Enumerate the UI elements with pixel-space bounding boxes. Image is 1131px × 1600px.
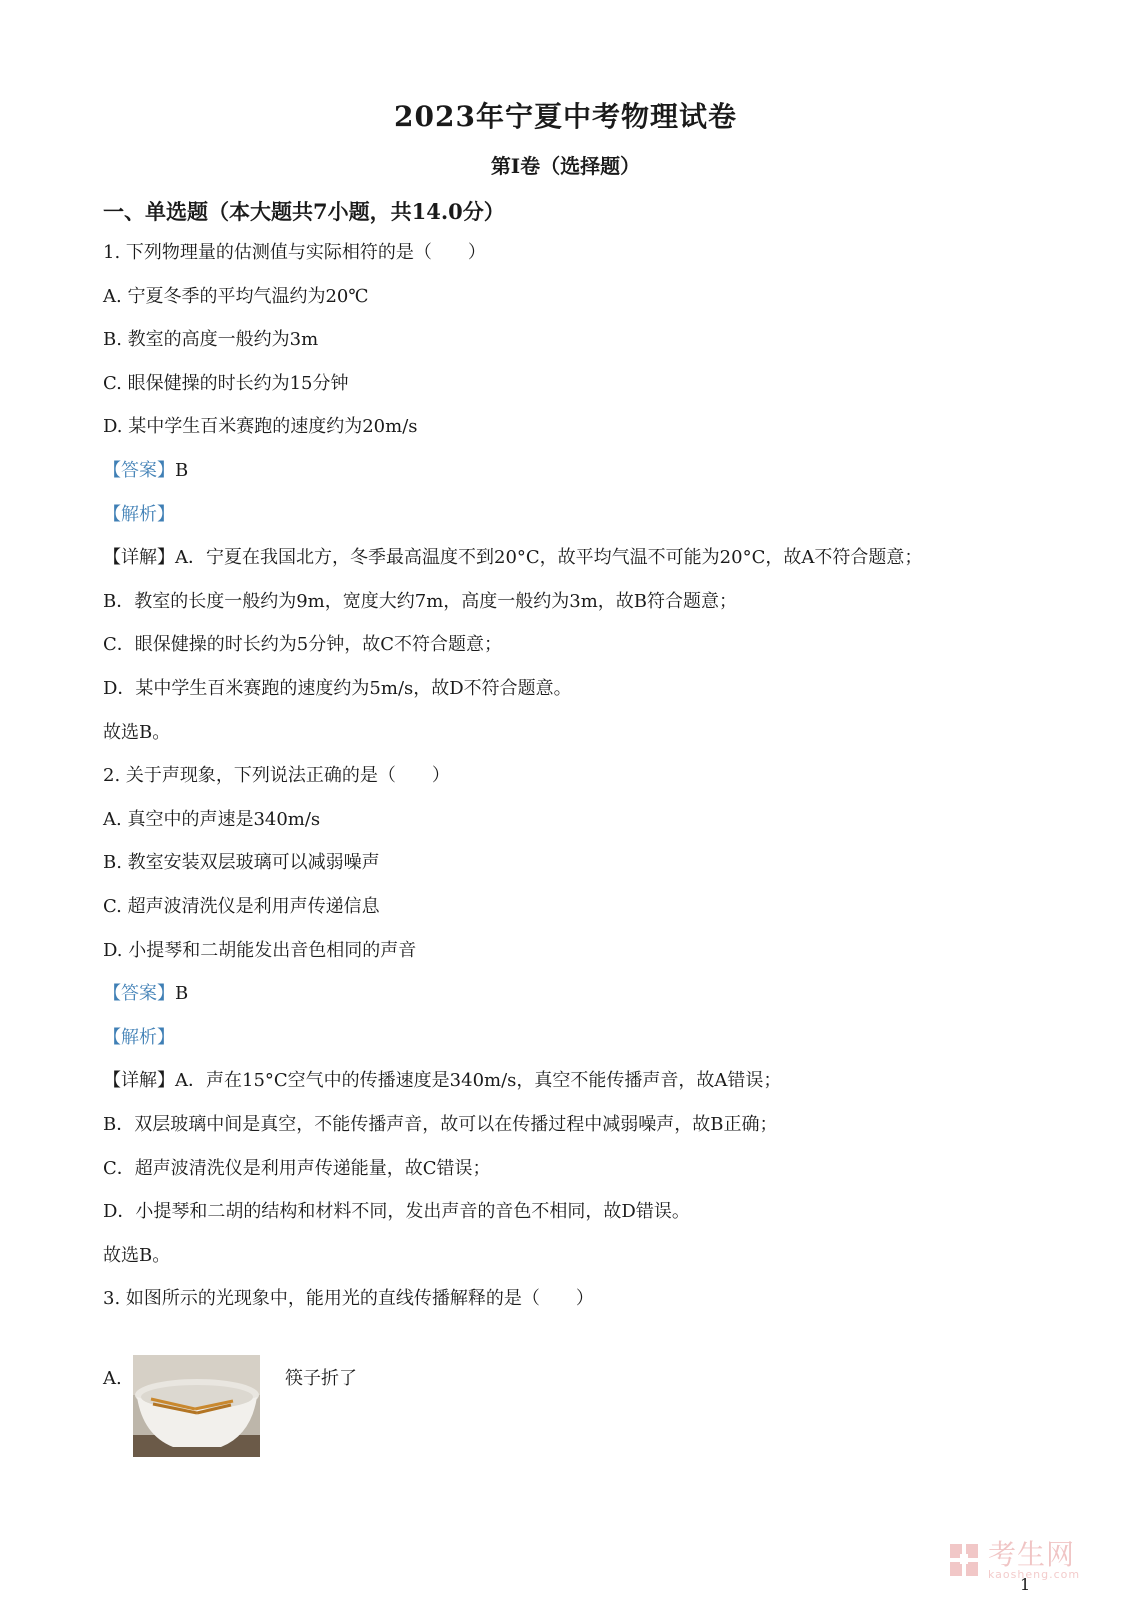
question-2-option-b: B. 教室安装双层玻璃可以减弱噪声 [103, 852, 380, 873]
answer-value: B [175, 983, 189, 1004]
analysis-label: 【解析】 [103, 1027, 175, 1048]
page-subtitle: 第I卷（选择题） [490, 154, 641, 178]
question-2-detail-d: D．小提琴和二胡的结构和材料不同，发出声音的音色不相同，故D错误。 [103, 1201, 690, 1222]
question-2-option-d: D. 小提琴和二胡能发出音色相同的声音 [103, 940, 417, 961]
answer-label: 【答案】 [103, 983, 175, 1004]
question-1-detail-a: 【详解】A．宁夏在我国北方，冬季最高温度不到20°C，故平均气温不可能为20°C，故A不符合题意； [103, 547, 923, 568]
question-2-conclusion: 故选B。 [103, 1245, 171, 1266]
question-2-detail-a: 【详解】A．声在15°C空气中的传播速度是340m/s，真空不能传播声音，故A错误； [103, 1070, 782, 1091]
question-1-option-c: C. 眼保健操的时长约为15分钟 [103, 373, 349, 394]
question-1-option-d: D. 某中学生百米赛跑的速度约为20m/s [103, 416, 418, 437]
answer-label: 【答案】 [103, 460, 175, 481]
logo-text: 考生网 [988, 1537, 1076, 1571]
question-2-answer [103, 981, 188, 1007]
question-2-option-c: C. 超声波清洗仪是利用声传递信息 [103, 896, 380, 917]
question-2-option-a: A. 真空中的声速是340m/s [103, 809, 321, 830]
bowl-illustration [133, 1355, 260, 1457]
question-1-detail-b: B．教室的长度一般约为9m，宽度大约7m，高度一般约为3m，故B符合题意； [103, 591, 738, 612]
section-heading: 一、单选题（本大题共7小题，共14.0分） [103, 199, 505, 224]
question-2-detail-b: B．双层玻璃中间是真空，不能传播声音，故可以在传播过程中减弱噪声，故B正确； [103, 1114, 778, 1135]
question-1-detail-d: D．某中学生百米赛跑的速度约为5m/s，故D不符合题意。 [103, 678, 572, 699]
question-1-stem: 1. 下列物理量的估测值与实际相符的是（ ） [103, 242, 486, 263]
page-number: 1 [1020, 1575, 1031, 1594]
question-1-conclusion: 故选B。 [103, 722, 171, 743]
question-3-option-a-letter: A. [103, 1368, 122, 1389]
logo-domain: kaosheng.com [988, 1567, 1081, 1581]
question-2-detail-c: C．超声波清洗仪是利用声传递能量，故C错误； [103, 1158, 491, 1179]
question-2-stem: 2. 关于声现象，下列说法正确的是（ ） [103, 765, 450, 786]
question-3-option-a-caption: 筷子折了 [285, 1368, 357, 1389]
question-1-option-a: A. 宁夏冬季的平均气温约为20℃ [103, 286, 369, 307]
analysis-label: 【解析】 [103, 504, 175, 525]
answer-value: B [175, 460, 189, 481]
question-1-option-b: B. 教室的高度一般约为3m [103, 329, 319, 350]
question-1-answer [103, 458, 188, 484]
question-3-stem: 3. 如图所示的光现象中，能用光的直线传播解释的是（ ） [103, 1288, 594, 1309]
page-title: 2023年宁夏中考物理试卷 [394, 100, 737, 133]
site-logo [948, 1538, 1118, 1582]
question-1-analysis [103, 502, 175, 528]
logo-mark-icon [948, 1540, 982, 1580]
question-2-analysis [103, 1025, 175, 1051]
question-1-detail-c: C．眼保健操的时长约为5分钟，故C不符合题意； [103, 634, 502, 655]
chopsticks-in-bowl-photo [133, 1355, 260, 1457]
